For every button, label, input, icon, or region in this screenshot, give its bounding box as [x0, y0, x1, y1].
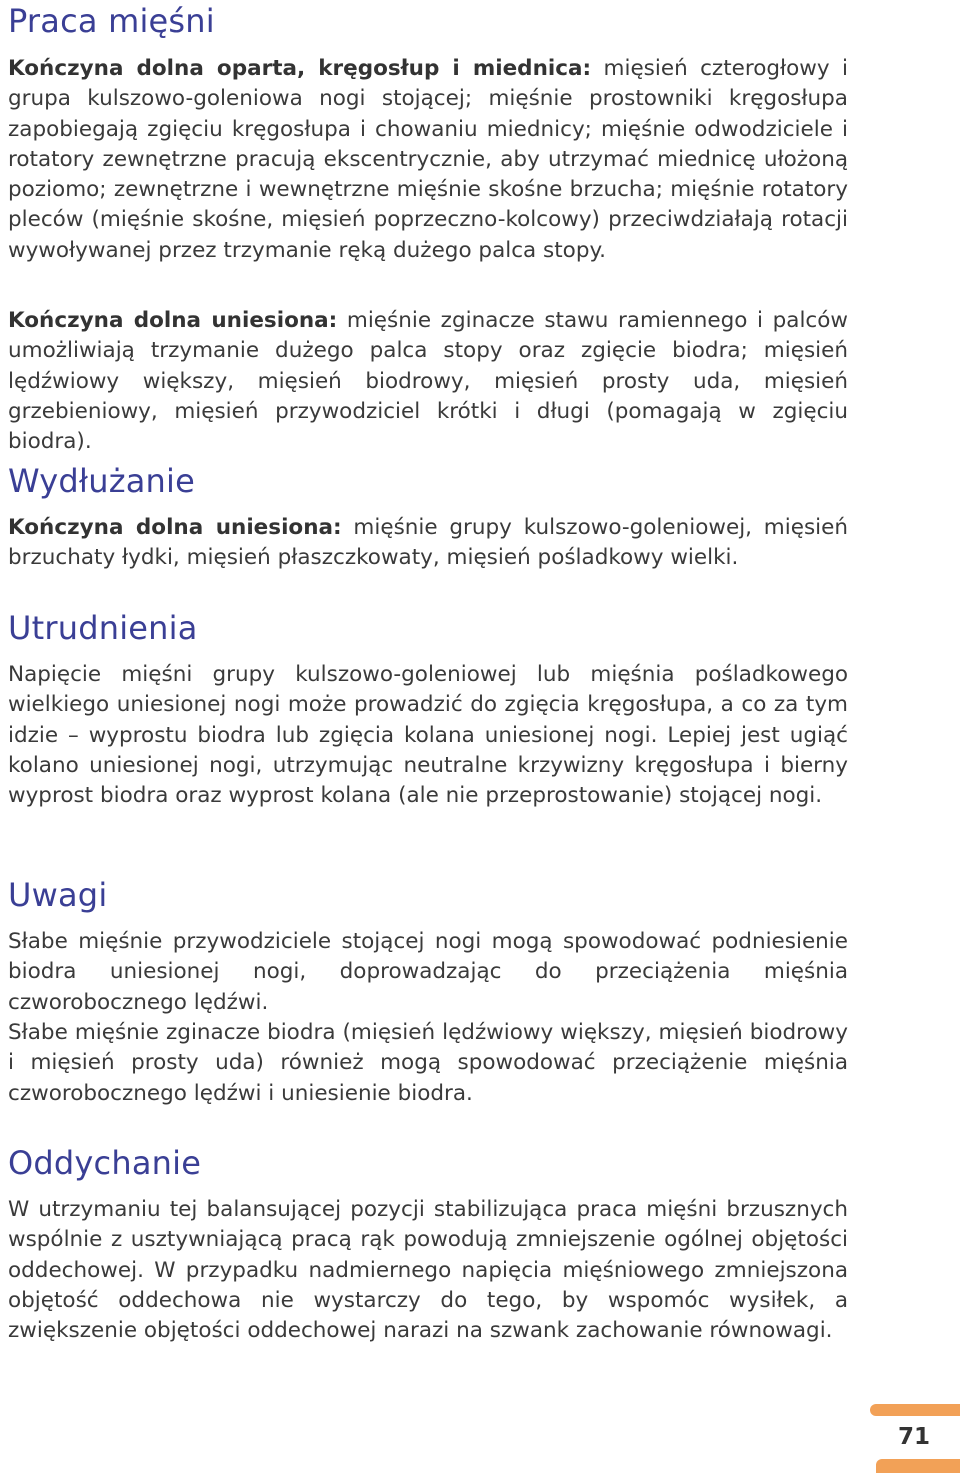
section-heading-uwagi: Uwagi [8, 876, 108, 914]
page-number: 71 [897, 1424, 930, 1450]
page-tab-accent-bottom [876, 1459, 960, 1473]
paragraph-utrudnienia: Napięcie mięśni grupy kulszowo-goleniowej lub mięśnia pośladkowego wielkiego uniesionej nogi może prowadzić do zgięcia kręgosłupa, a co za tym idzie – wyprostu biodra lub zgięcia kolana uniesionej nogi. Lepiej jest ugiąć kolano uniesionej nogi, utrzymując neutralne krzywizny kręgosłupa i bierny wyprost biodra oraz wyprost kolana (ale nie przeprostowanie) stojącej nogi. [8, 662, 848, 809]
page-tab-accent-top [870, 1404, 960, 1416]
paragraph-lead: Kończyna dolna uniesiona: [8, 515, 342, 540]
paragraph-praca-konczyna-oparta [8, 54, 848, 266]
paragraph-text: mięśnie zginacze stawu ramiennego i palców umożliwiają trzymanie dużego palca stopy oraz zgięcie biodra; mięsień lędźwiowy większy, mięsień biodrowy, mięsień prosty uda, mięsień grzebieniowy, mięsień przywodziciel krótki i długi (pomagają w zgięciu biodra). [8, 308, 848, 455]
paragraph-uwagi-zginacze: Słabe mięśnie zginacze biodra (mięsień lędźwiowy większy, mięsień biodrowy i mięsień prosty uda) również mogą spowodować przeciążenie mięśnia czworobocznego lędźwi i uniesienie biodra. [8, 1020, 848, 1106]
paragraph-wydluzanie [8, 513, 848, 574]
section-heading-oddychanie: Oddychanie [8, 1144, 202, 1182]
page-number-tab [868, 1404, 960, 1473]
section-heading-wydluzanie: Wydłużanie [8, 462, 195, 500]
section-heading-utrudnienia: Utrudnienia [8, 609, 198, 647]
paragraph-lead: Kończyna dolna uniesiona: [8, 308, 338, 333]
paragraph-oddychanie: W utrzymaniu tej balansującej pozycji stabilizująca praca mięśni brzusznych wspólnie z usztywniającą pracą rąk powodują zmniejszenie ogólnej objętości oddechowej. W przypadku nadmiernego napięcia mięśniowego zmniejszona objętość oddechowa nie wystarczy do tego, by wspomóc wysiłek, a zwiększenie objętości oddechowej narazi na szwank zachowanie równowagi. [8, 1197, 848, 1344]
paragraph-lead: Kończyna dolna oparta, kręgosłup i miednica: [8, 56, 592, 81]
paragraph-uwagi-przywodziciele: Słabe mięśnie przywodziciele stojącej nogi mogą spowodować podniesienie biodra uniesionej nogi, doprowadzając do przeciążenia mięśnia czworobocznego lędźwi. [8, 929, 848, 1015]
paragraph-text: mięsień czterogłowy i grupa kulszowo-goleniowa nogi stojącej; mięśnie prostowniki kręgosłupa zapobiegają zgięciu kręgosłupa i chowaniu miednicy; mięśnie odwodziciele i rotatory zewnętrzne pracują ekscentrycznie, aby utrzymać miednicę ułożoną poziomo; zewnętrzne i wewnętrzne mięśnie skośne brzucha; mięśnie rotatory pleców (mięśnie skośne, mięsień poprzeczno-kolcowy) przeciwdziałają rotacji wywoływanej przez trzymanie ręką dużego palca stopy. [8, 56, 849, 263]
paragraph-text: mięśnie grupy kulszowo-goleniowej, mięsień brzuchaty łydki, mięsień płaszczkowaty, mięsień pośladkowy wielki. [8, 515, 848, 571]
section-heading-praca-miesni: Praca mięśni [8, 2, 215, 40]
paragraph-praca-konczyna-uniesiona [8, 306, 848, 457]
